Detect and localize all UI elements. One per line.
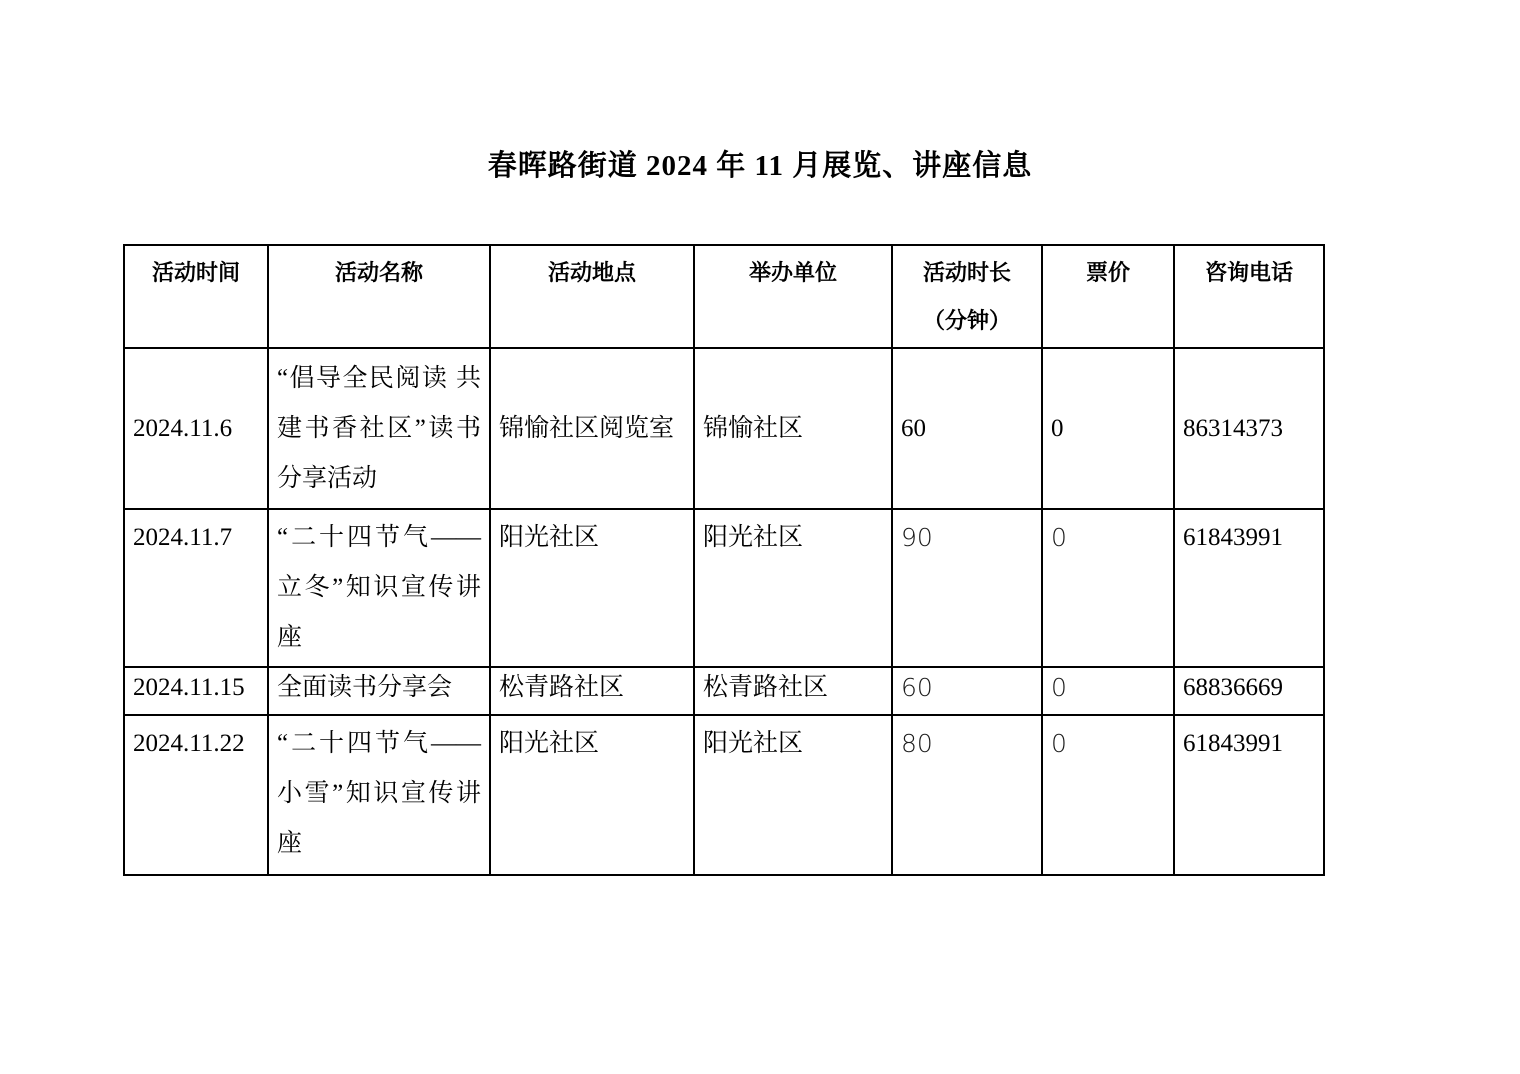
header-label: 活动地点 bbox=[547, 260, 636, 285]
cell-phone: 61843991 bbox=[1174, 509, 1324, 667]
cell-organizer: 松青路社区 bbox=[694, 667, 892, 715]
cell-name: 全面读书分享会 bbox=[268, 667, 490, 715]
cell-date: 2024.11.22 bbox=[124, 715, 268, 875]
header-cell-name bbox=[268, 245, 490, 348]
header-label: 咨询电话 bbox=[1204, 260, 1293, 285]
header-cell-time bbox=[124, 245, 268, 348]
header-cell-organizer bbox=[694, 245, 892, 348]
header-sublabel: （分钟） bbox=[922, 308, 1011, 333]
cell-name: “倡导全民阅读 共建书香社区”读书分享活动 bbox=[268, 348, 490, 509]
header-label: 活动时长 bbox=[922, 260, 1011, 285]
activity-table bbox=[123, 244, 1325, 876]
table-row bbox=[124, 715, 1324, 875]
table-row bbox=[124, 509, 1324, 667]
cell-duration: 60 bbox=[892, 667, 1042, 715]
cell-name: “二十四节气——小雪”知识宣传讲座 bbox=[268, 715, 490, 875]
cell-organizer: 锦愉社区 bbox=[694, 348, 892, 509]
cell-phone: 68836669 bbox=[1174, 667, 1324, 715]
cell-organizer: 阳光社区 bbox=[694, 509, 892, 667]
header-label: 票价 bbox=[1085, 260, 1130, 285]
cell-duration: 80 bbox=[892, 715, 1042, 875]
cell-name: “二十四节气——立冬”知识宣传讲座 bbox=[268, 509, 490, 667]
cell-date: 2024.11.7 bbox=[124, 509, 268, 667]
header-label: 举办单位 bbox=[748, 260, 837, 285]
header-cell-location bbox=[490, 245, 694, 348]
cell-location: 锦愉社区阅览室 bbox=[490, 348, 694, 509]
cell-price: 0 bbox=[1042, 667, 1174, 715]
page-title: 春晖路街道 2024 年 11 月展览、讲座信息 bbox=[487, 150, 1033, 182]
cell-date: 2024.11.6 bbox=[124, 348, 268, 509]
header-cell-duration bbox=[892, 245, 1042, 348]
cell-location: 阳光社区 bbox=[490, 509, 694, 667]
cell-location: 阳光社区 bbox=[490, 715, 694, 875]
cell-price: 0 bbox=[1042, 715, 1174, 875]
table-row bbox=[124, 348, 1324, 509]
header-cell-price bbox=[1042, 245, 1174, 348]
cell-duration: 90 bbox=[892, 509, 1042, 667]
cell-duration: 60 bbox=[892, 348, 1042, 509]
cell-date: 2024.11.15 bbox=[124, 667, 268, 715]
header-cell-phone bbox=[1174, 245, 1324, 348]
header-label: 活动时间 bbox=[151, 260, 240, 285]
header-label: 活动名称 bbox=[334, 260, 423, 285]
cell-location: 松青路社区 bbox=[490, 667, 694, 715]
cell-organizer: 阳光社区 bbox=[694, 715, 892, 875]
table-header-row bbox=[124, 245, 1324, 348]
cell-phone: 61843991 bbox=[1174, 715, 1324, 875]
table-row bbox=[124, 667, 1324, 715]
cell-price: 0 bbox=[1042, 348, 1174, 509]
cell-phone: 86314373 bbox=[1174, 348, 1324, 509]
cell-price: 0 bbox=[1042, 509, 1174, 667]
